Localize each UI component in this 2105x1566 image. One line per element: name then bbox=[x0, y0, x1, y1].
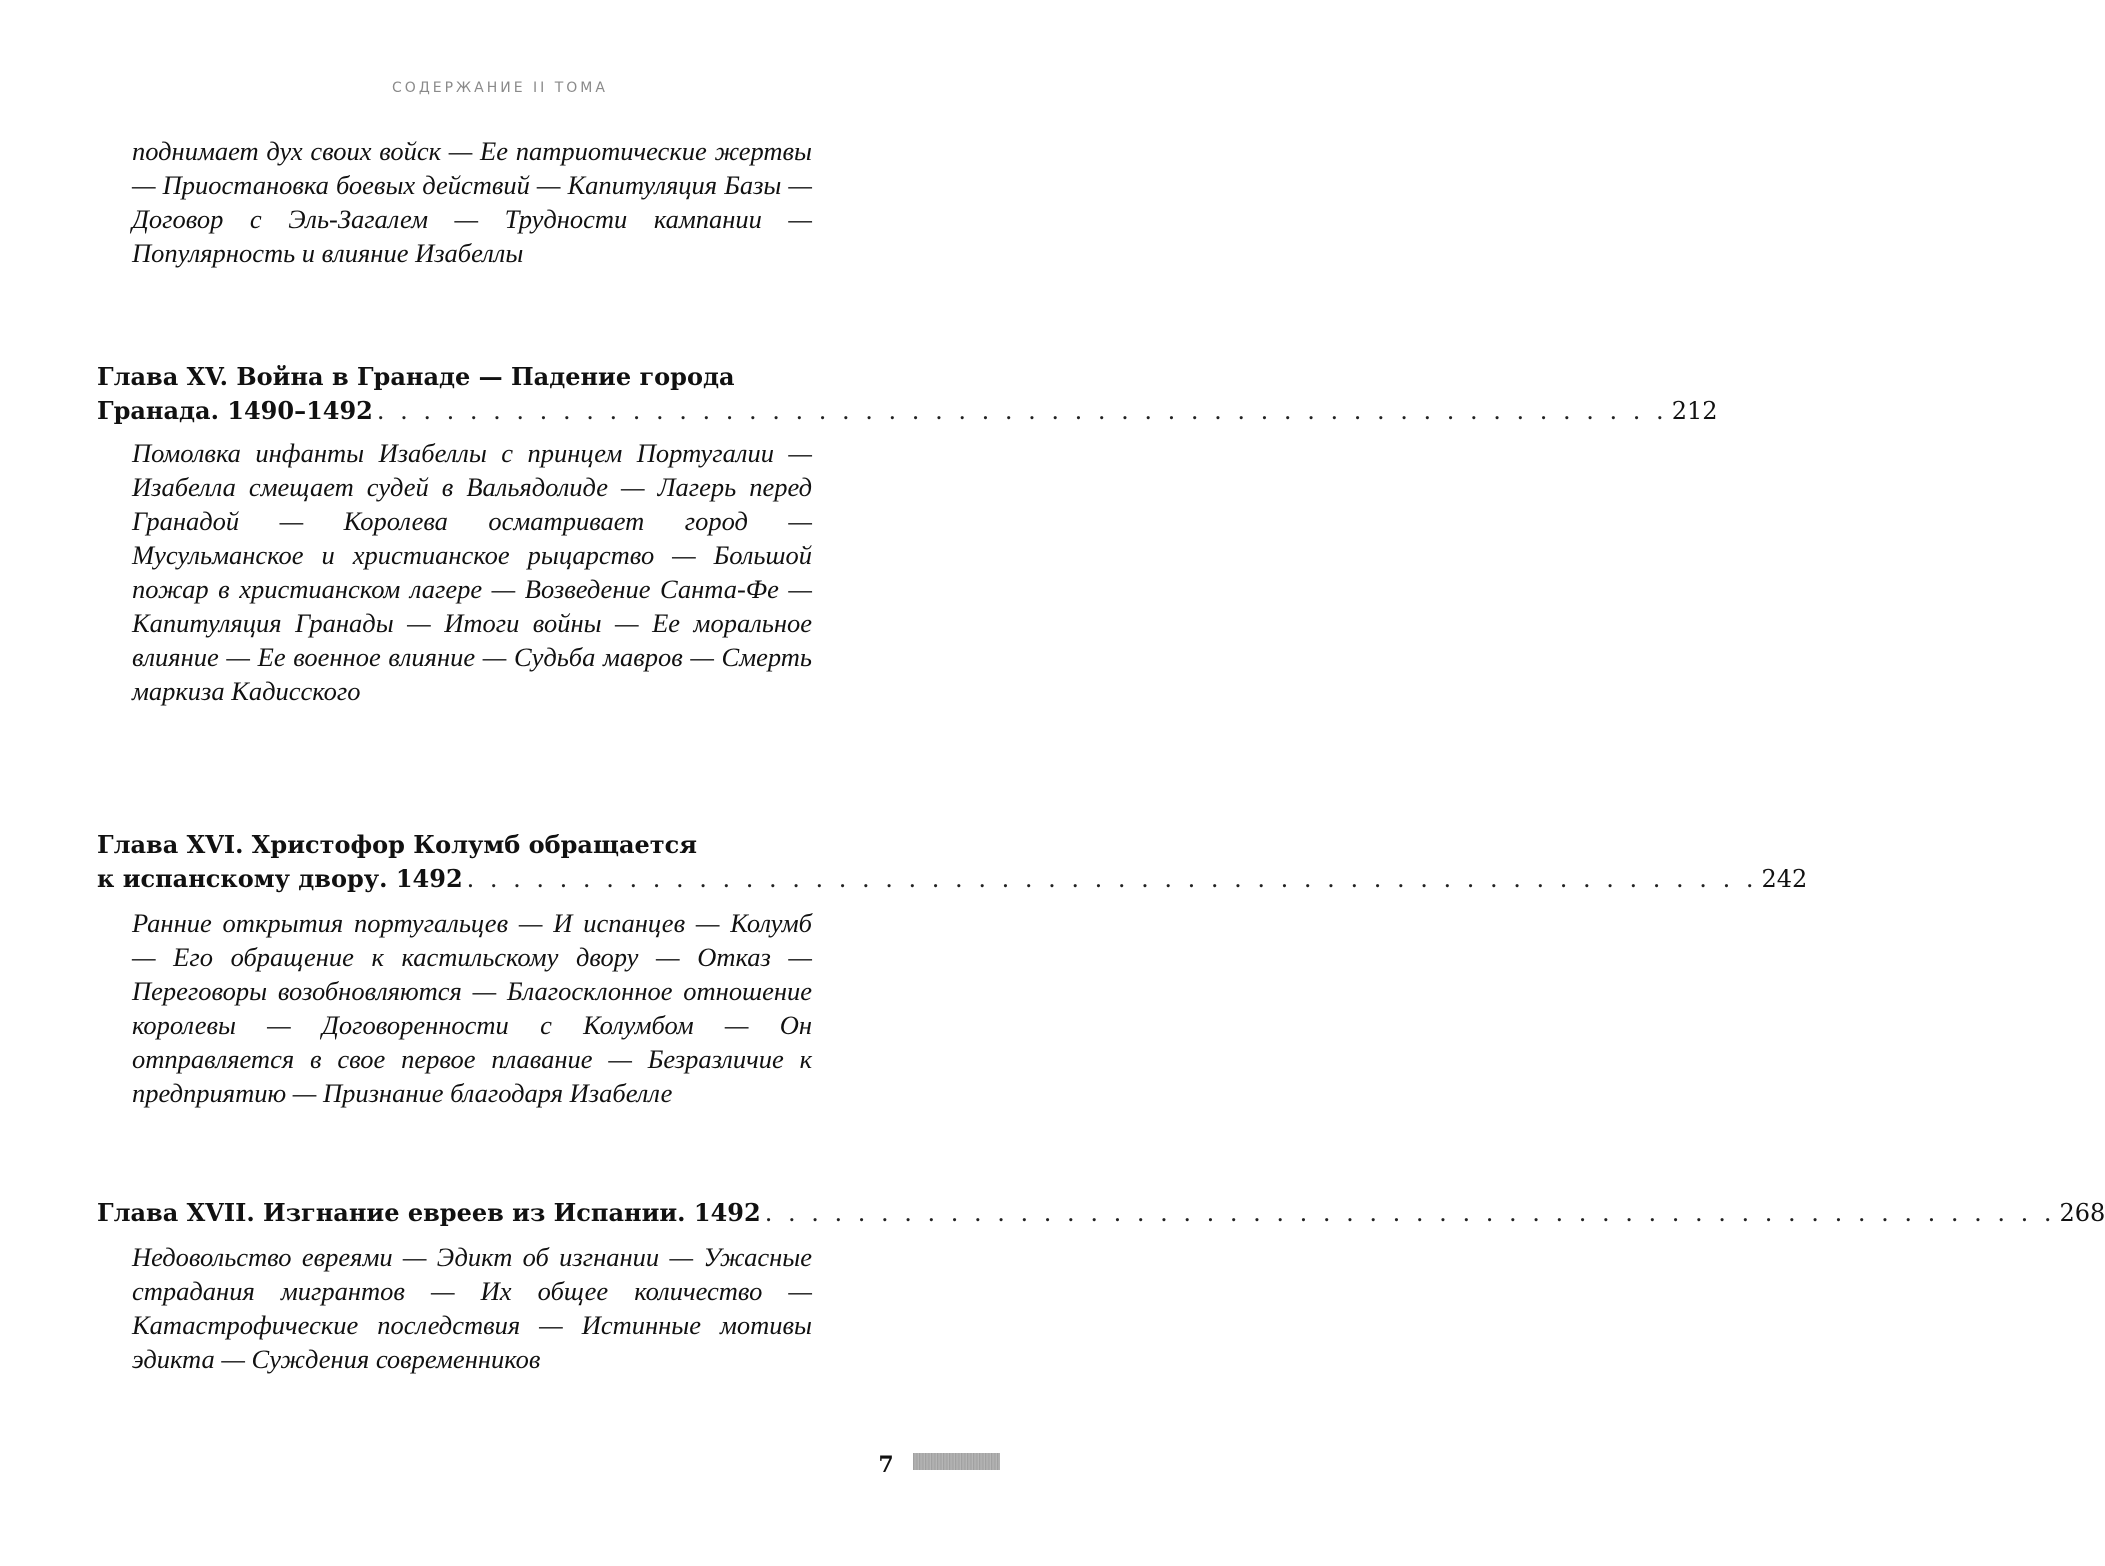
dot-leader: . . . . . . . . . . . . . . . . . . . . . . . . . . . . . . . . . . . . . . . . . . . . . . . . . . . . . . . . bbox=[466, 865, 1758, 893]
running-head: СОДЕРЖАНИЕ II ТОМА bbox=[392, 80, 608, 96]
chapter-16-title-line1: Глава XVI. Христофор Колумб обращается bbox=[97, 830, 697, 859]
chapter-15-heading[interactable] bbox=[97, 360, 1718, 428]
chapter-17-page-number: 268 bbox=[2059, 1199, 2105, 1227]
continued-description: поднимает дух своих войск — Ее патриотические жертвы — Приостановка боевых действий — Капитуляция Базы — Договор с Эль-Загалем — Трудности кампании — Популярность и влияние Изабеллы bbox=[132, 136, 812, 268]
dot-leader: . . . . . . . . . . . . . . . . . . . . . . . . . . . . . . . . . . . . . . . . . . . . . . . . . . . . . . . . bbox=[764, 1199, 2056, 1227]
chapter-17-heading[interactable] bbox=[97, 1196, 2105, 1230]
chapter-15-title-line1: Глава XV. Война в Гранаде — Падение города bbox=[97, 362, 735, 391]
chapter-15-page-number: 212 bbox=[1671, 397, 1718, 425]
chapter-16-description: Ранние открытия португальцев — И испанцев — Колумб — Его обращение к кастильскому двору — Отказ — Переговоры возобновляются — Благосклонное отношение королевы — Договоренности с Колумбом — Он отправляется в свое первое плавание — Безразличие к предприятию — Признание благодаря Изабелле bbox=[132, 908, 812, 1108]
chapter-17-description: Недовольство евреями — Эдикт об изгнании — Ужасные страдания мигрантов — Их общее количество — Катастрофические последствия — Истинные мотивы эдикта — Суждения современников bbox=[132, 1242, 812, 1374]
chapter-17-title: Глава XVII. Изгнание евреев из Испании. 1492 bbox=[97, 1198, 761, 1227]
chapter-15-title-line2: Гранада. 1490–1492 bbox=[97, 396, 373, 425]
chapter-16-page-number: 242 bbox=[1761, 865, 1808, 893]
chapter-15-description: Помолвка инфанты Изабеллы с принцем Португалии — Изабелла смещает судей в Вальядолиде — Лагерь перед Гранадой — Королева осматривает город — Мусульманское и христианское рыцарство — Большой пожар в христианском лагере — Возведение Санта-Фе — Капитуляция Гранады — Итоги войны — Ее моральное влияние — Ее военное влияние — Судьба мавров — Смерть маркиза Кадисского bbox=[132, 438, 812, 706]
dot-leader: . . . . . . . . . . . . . . . . . . . . . . . . . . . . . . . . . . . . . . . . . . . . . . . . . . . . . . . . bbox=[376, 397, 1668, 425]
folio-bar bbox=[913, 1453, 1000, 1470]
page-number: 7 bbox=[878, 1452, 894, 1478]
chapter-16-heading[interactable] bbox=[97, 828, 1808, 896]
chapter-16-title-line2: к испанскому двору. 1492 bbox=[97, 864, 463, 893]
